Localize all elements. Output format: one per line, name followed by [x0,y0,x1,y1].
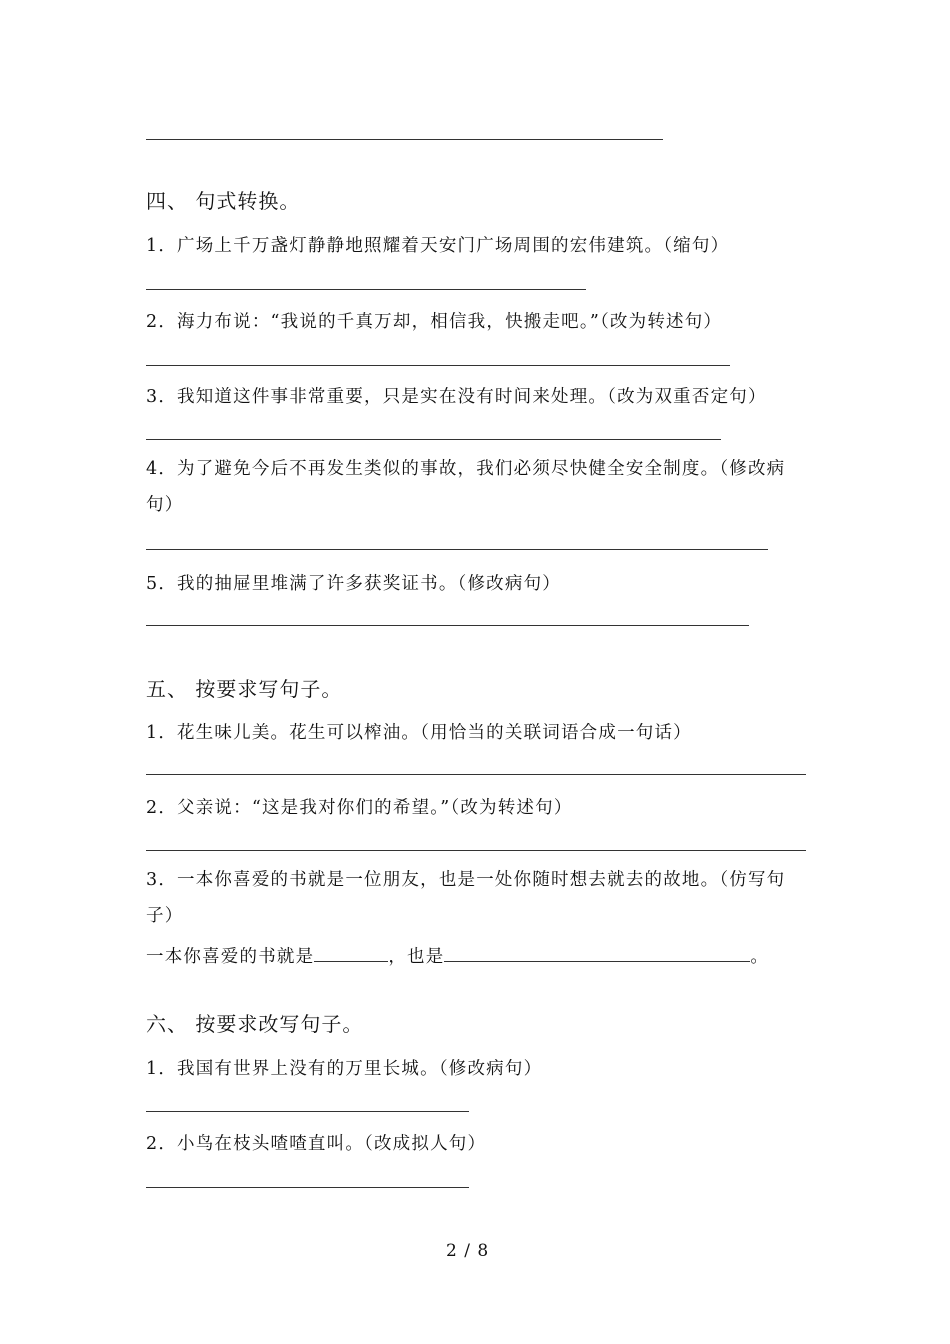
section-title-5: 五、 按要求写句子。 [146,677,343,701]
answer-line-4-3[interactable] [146,439,721,440]
question-6-2: 2．小鸟在枝头喳喳直叫。（改成拟人句） [146,1134,487,1154]
question-5-2: 2．父亲说：“这是我对你们的希望。”（改为转述句） [146,798,573,818]
question-4-4: 4．为了避免今后不再发生类似的事故，我们必须尽快健全安全制度。（修改病句） [146,459,786,515]
answer-line [146,139,663,140]
answer-line-4-2[interactable] [146,365,730,366]
answer-line-5-2[interactable] [146,850,806,851]
answer-line-4-1[interactable] [146,289,586,290]
answer-line-6-2[interactable] [146,1187,469,1188]
question-5-3: 3．一本你喜爱的书就是一位朋友，也是一处你随时想去就去的故地。（仿写句子） [146,870,786,926]
answer-line-5-1[interactable] [146,774,806,775]
answer-line-6-1[interactable] [146,1111,469,1112]
page-number: 2 / 8 [446,1241,490,1261]
fill-in-row [146,943,769,968]
fill-in-blank-2[interactable] [444,943,750,962]
fill-in-prefix: 一本你喜爱的书就是 [146,947,315,967]
question-4-3: 3．我知道这件事非常重要，只是实在没有时间来处理。（改为双重否定句） [146,387,767,407]
question-5-1: 1．花生味儿美。花生可以榨油。（用恰当的关联词语合成一句话） [146,723,692,743]
section-title-6: 六、 按要求改写句子。 [146,1012,364,1036]
answer-line-4-4[interactable] [146,549,768,550]
fill-in-end: 。 [750,947,770,967]
answer-line-4-5[interactable] [146,625,749,626]
fill-in-middle: ，也是 [388,947,445,967]
question-4-2: 2．海力布说：“我说的千真万却，相信我，快搬走吧。”（改为转述句） [146,312,723,332]
question-4-5: 5．我的抽屉里堆满了许多获奖证书。（修改病句） [146,574,561,594]
question-4-1: 1．广场上千万盏灯静静地照耀着天安门广场周围的宏伟建筑。（缩句） [146,236,730,256]
question-6-1: 1．我国有世界上没有的万里长城。（修改病句） [146,1059,543,1079]
section-title-4: 四、 句式转换。 [146,189,301,213]
fill-in-blank-1[interactable] [314,943,388,962]
